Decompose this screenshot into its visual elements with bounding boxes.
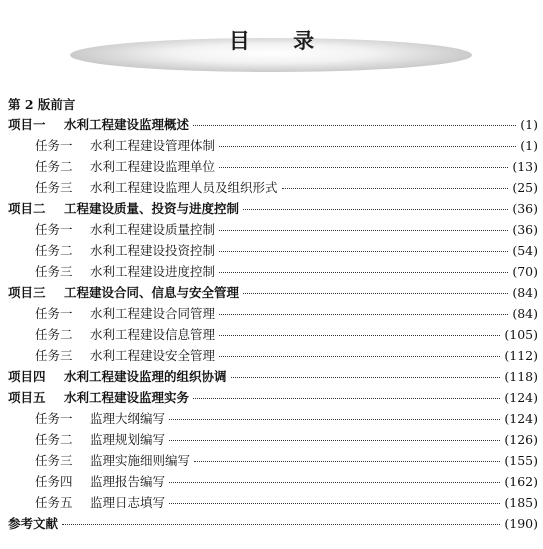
toc-leader-dots (243, 293, 508, 294)
toc-entry-label (35, 345, 215, 366)
toc-entry-title: 水利工程建设合同管理 (90, 306, 216, 321)
toc-entry-page: (126) (504, 432, 538, 447)
toc-entry-title: 工程建设合同、信息与安全管理 (64, 285, 240, 300)
toc-entry-number: 任务三 (35, 264, 73, 279)
toc-entry-task[interactable] (8, 492, 538, 513)
toc-entry-task[interactable] (8, 324, 538, 345)
toc-entry-number: 任务三 (35, 348, 73, 363)
toc-entry-label (8, 198, 239, 219)
toc-entry-number: 任务一 (35, 222, 73, 237)
toc-leader-dots (169, 440, 500, 441)
toc-entry-number: 任务三 (35, 453, 73, 468)
toc-entry-label (35, 408, 165, 429)
toc-entry-page: (124) (504, 390, 538, 405)
toc-entry-title: 水利工程建设监理人员及组织形式 (90, 180, 278, 195)
toc-entry-number: 任务一 (35, 138, 73, 153)
toc-entries (8, 114, 538, 534)
toc-entry-task[interactable] (8, 261, 538, 282)
toc-entry-page: (1) (520, 117, 538, 132)
toc-entry-number: 任务二 (35, 432, 73, 447)
toc-entry-title: 监理报告编写 (90, 474, 166, 489)
toc-entry-label (8, 366, 227, 387)
toc-leader-dots (194, 461, 500, 462)
toc-entry-title: 水利工程建设监理的组织协调 (64, 369, 227, 384)
toc-entry-title: 水利工程建设质量控制 (90, 222, 216, 237)
toc-entry-task[interactable] (8, 471, 538, 492)
toc-leader-dots (219, 272, 508, 273)
toc-entry-number: 任务二 (35, 243, 73, 258)
toc-entry-label (35, 240, 215, 261)
toc-leader-dots (282, 188, 509, 189)
toc-entry-page: (54) (512, 243, 538, 258)
toc-entry-task[interactable] (8, 177, 538, 198)
page-title: 目 录 (228, 29, 333, 53)
toc-entry-project[interactable] (8, 366, 538, 387)
toc-entry-task[interactable] (8, 303, 538, 324)
toc-entry-title: 水利工程建设安全管理 (90, 348, 216, 363)
toc-entry-label (8, 282, 239, 303)
toc-leader-dots (193, 398, 500, 399)
toc-entry-number: 任务二 (35, 159, 73, 174)
toc-entry-label (35, 471, 165, 492)
toc-entry-label (35, 303, 215, 324)
toc-leader-dots (231, 377, 501, 378)
toc-entry-number: 项目四 (8, 369, 46, 384)
toc-entry-title: 水利工程建设监理概述 (64, 117, 190, 132)
toc-entry-page: (13) (512, 159, 538, 174)
toc-leader-dots (219, 251, 508, 252)
toc-entry-task[interactable] (8, 408, 538, 429)
toc-entry-label (35, 135, 215, 156)
toc-leader-dots (243, 209, 508, 210)
toc-leader-dots (219, 167, 508, 168)
toc-entry-task[interactable] (8, 219, 538, 240)
toc-entry-label (35, 177, 278, 198)
toc-preface[interactable] (8, 94, 538, 114)
toc-entry-page: (25) (512, 180, 538, 195)
toc-entry-page: (185) (504, 495, 538, 510)
toc-entry-number: 任务五 (35, 495, 73, 510)
toc-entry-label (8, 513, 58, 534)
toc-entry-label (35, 219, 215, 240)
toc-leader-dots (219, 356, 500, 357)
toc-entry-number: 任务二 (35, 327, 73, 342)
toc-entry-page: (155) (504, 453, 538, 468)
table-of-contents (8, 94, 538, 534)
toc-entry-label (35, 492, 165, 513)
toc-entry-number: 任务四 (35, 474, 73, 489)
toc-leader-dots (219, 314, 508, 315)
toc-entry-page: (162) (504, 474, 538, 489)
toc-entry-project[interactable] (8, 282, 538, 303)
toc-leader-dots (219, 146, 516, 147)
toc-entry-page: (1) (520, 138, 538, 153)
toc-entry-title: 监理大纲编写 (90, 411, 166, 426)
toc-entry-title: 监理实施细则编写 (90, 453, 191, 468)
toc-entry-title: 监理规划编写 (90, 432, 166, 447)
toc-entry-number: 项目三 (8, 285, 46, 300)
toc-entry-page: (124) (504, 411, 538, 426)
toc-entry-number: 项目一 (8, 117, 46, 132)
toc-preface-label: 第 2 版前言 (8, 97, 76, 112)
toc-entry-task[interactable] (8, 429, 538, 450)
toc-entry-page: (118) (504, 369, 538, 384)
toc-entry-task[interactable] (8, 345, 538, 366)
toc-entry-page: (36) (512, 201, 538, 216)
toc-entry-page: (190) (504, 516, 538, 531)
toc-entry-page: (112) (504, 348, 538, 363)
toc-entry-number: 项目五 (8, 390, 46, 405)
toc-leader-dots (219, 335, 500, 336)
toc-entry-task[interactable] (8, 450, 538, 471)
toc-entry-title: 工程建设质量、投资与进度控制 (64, 201, 240, 216)
toc-entry-title: 水利工程建设监理实务 (64, 390, 190, 405)
toc-entry-label (35, 450, 190, 471)
toc-entry-number: 任务一 (35, 411, 73, 426)
toc-entry-title: 水利工程建设管理体制 (90, 138, 216, 153)
toc-leader-dots (169, 503, 500, 504)
toc-entry-label (35, 324, 215, 345)
toc-entry-title: 水利工程建设信息管理 (90, 327, 216, 342)
toc-entry-label (8, 114, 189, 135)
toc-entry-project[interactable] (8, 198, 538, 219)
toc-leader-dots (169, 482, 500, 483)
toc-entry-page: (70) (512, 264, 538, 279)
toc-entry-project[interactable] (8, 114, 538, 135)
toc-entry-page: (105) (504, 327, 538, 342)
toc-leader-dots (169, 419, 500, 420)
toc-leader-dots (219, 230, 508, 231)
toc-entry-title: 水利工程建设监理单位 (90, 159, 216, 174)
toc-entry-project[interactable] (8, 387, 538, 408)
toc-entry-title: 参考文献 (8, 516, 59, 531)
toc-leader-dots (62, 524, 500, 525)
toc-entry-label (35, 429, 165, 450)
toc-entry-label (35, 261, 215, 282)
toc-leader-dots (193, 125, 516, 126)
toc-entry-label (35, 156, 215, 177)
toc-entry-number: 项目二 (8, 201, 46, 216)
toc-entry-title: 监理日志填写 (90, 495, 166, 510)
toc-entry-page: (36) (512, 222, 538, 237)
toc-entry-number: 任务一 (35, 306, 73, 321)
toc-entry-refs[interactable] (8, 513, 538, 534)
toc-entry-number: 任务三 (35, 180, 73, 195)
toc-entry-task[interactable] (8, 135, 538, 156)
toc-entry-title: 水利工程建设投资控制 (90, 243, 216, 258)
toc-entry-task[interactable] (8, 156, 538, 177)
toc-entry-task[interactable] (8, 240, 538, 261)
toc-entry-title: 水利工程建设进度控制 (90, 264, 216, 279)
toc-entry-page: (84) (512, 285, 538, 300)
toc-entry-label (8, 387, 189, 408)
toc-entry-page: (84) (512, 306, 538, 321)
